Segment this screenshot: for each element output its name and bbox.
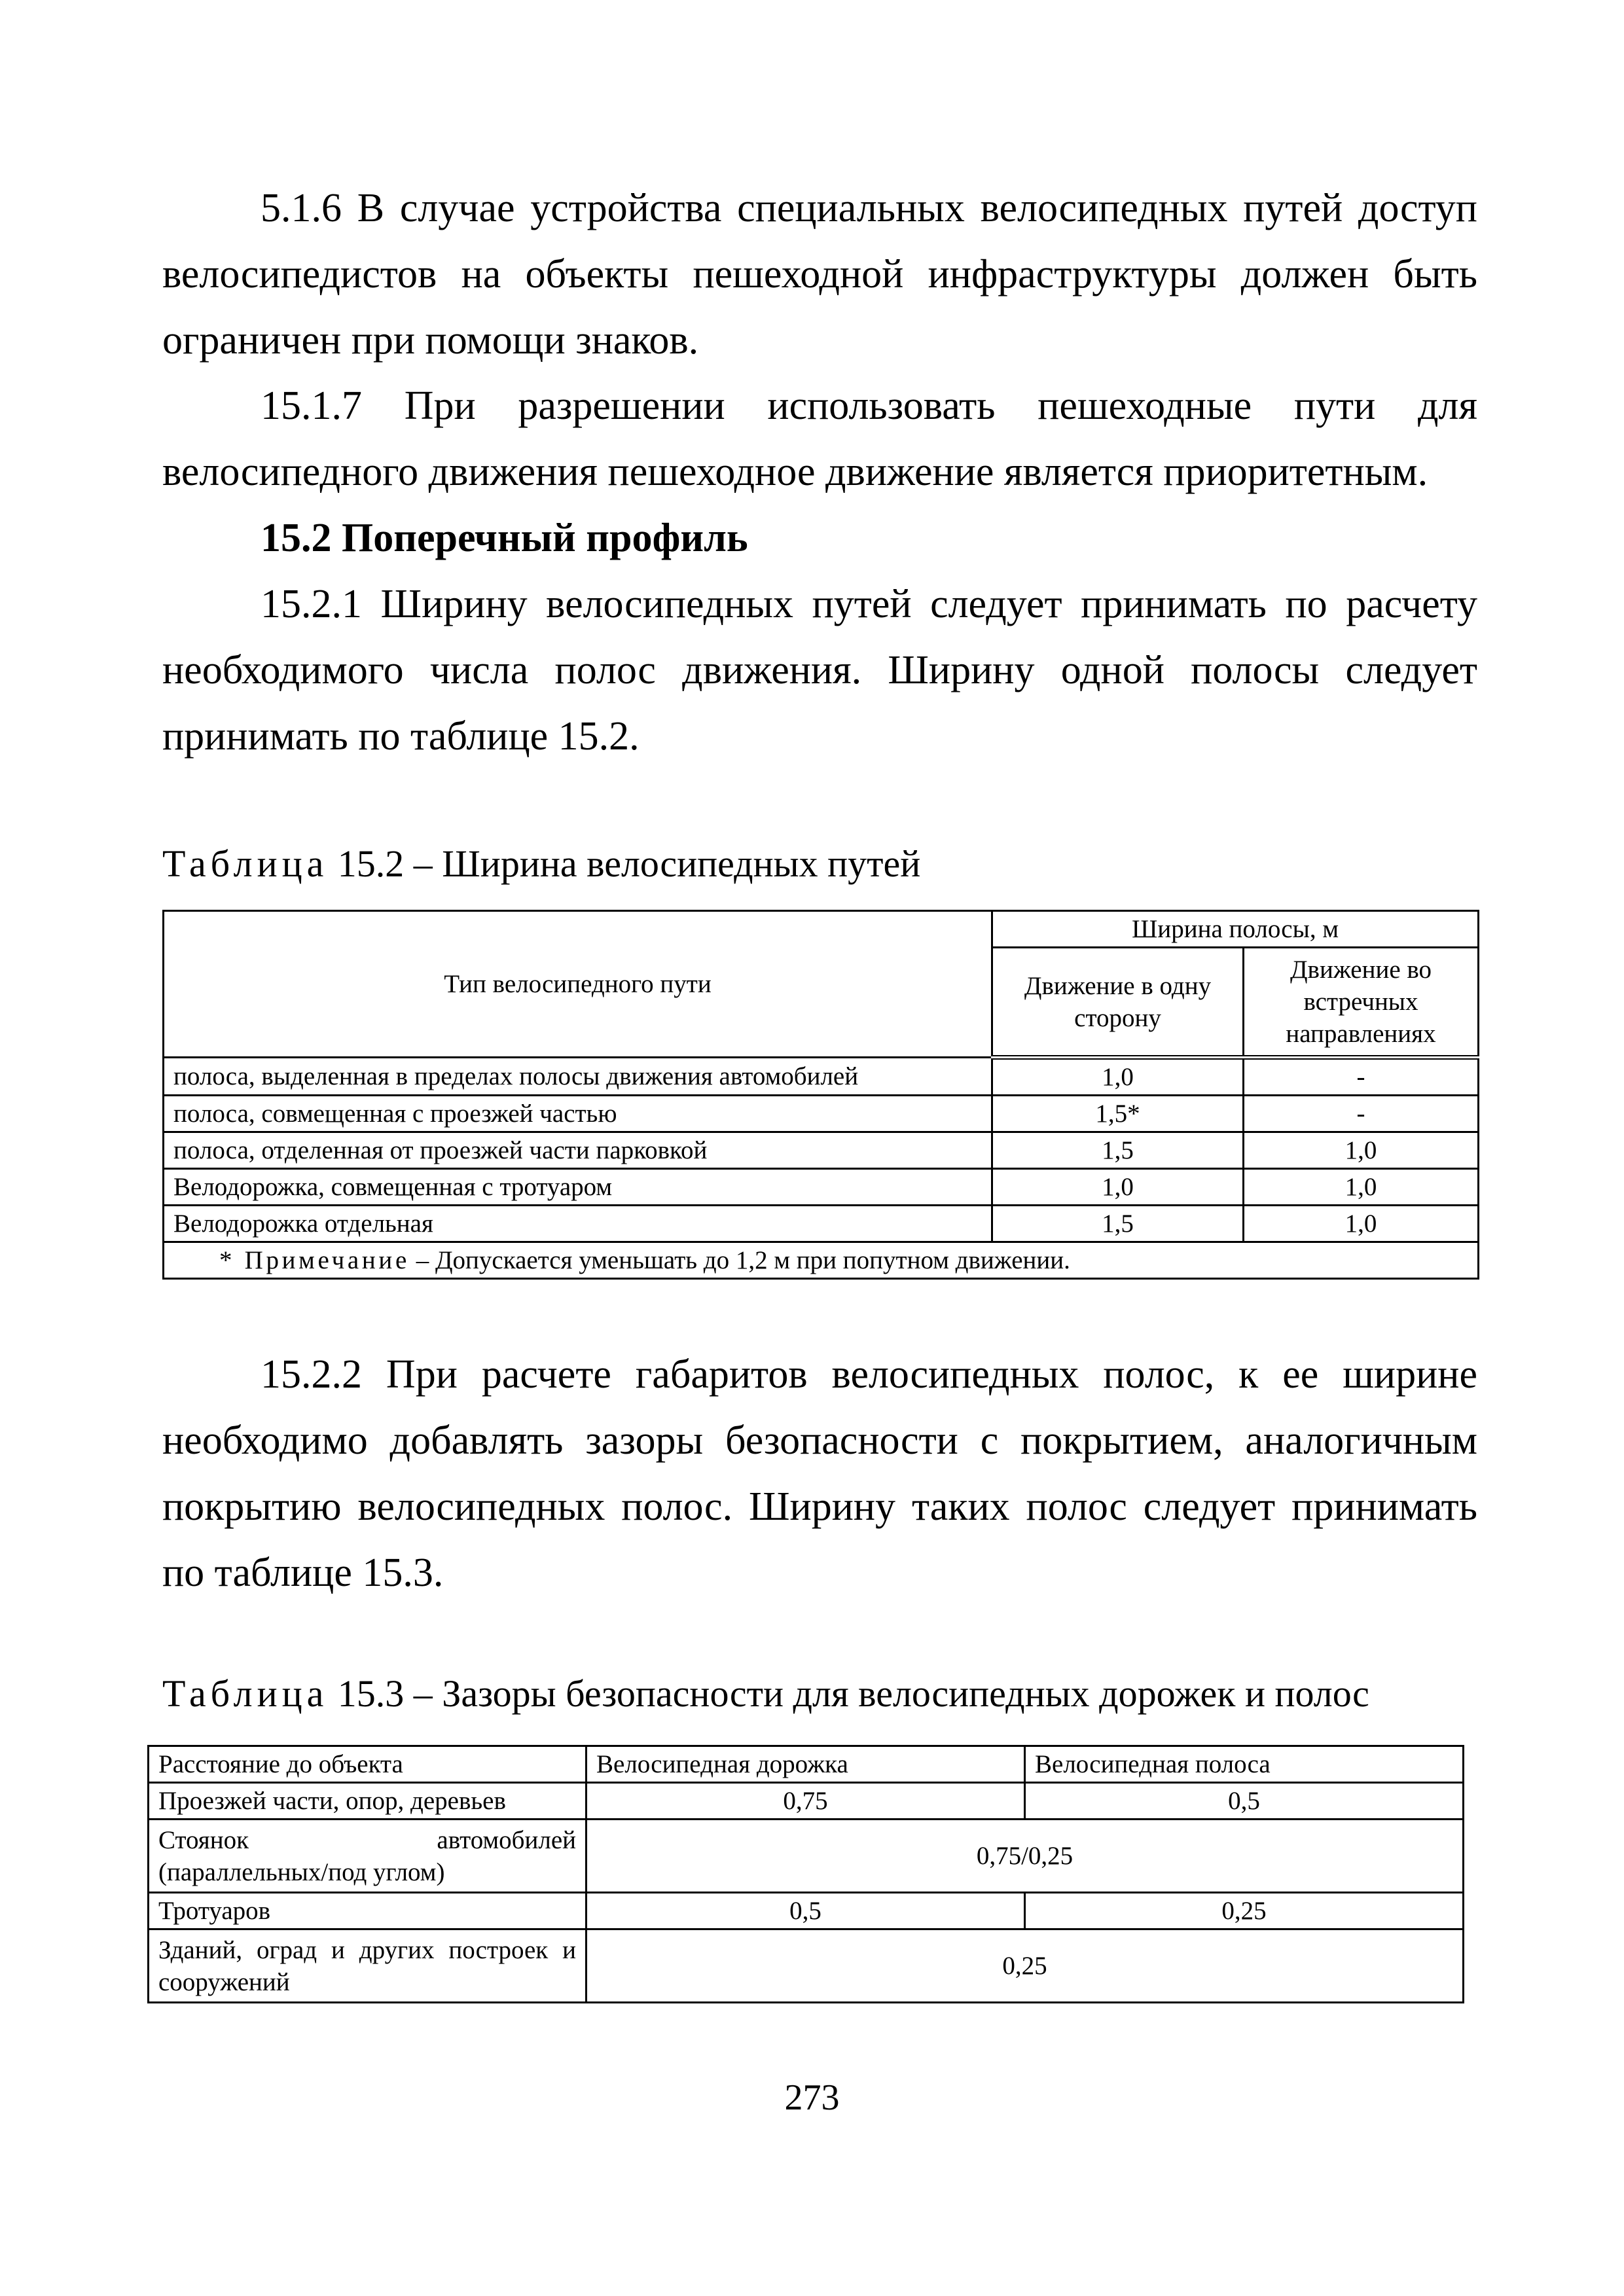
object-cell xyxy=(149,1820,586,1893)
note-prefix: * Примечание xyxy=(219,1246,410,1274)
path-type-cell: полоса, совмещенная с проезжей частью xyxy=(164,1096,992,1132)
header-one-way: Движение в одну сторону xyxy=(992,948,1244,1058)
table-15-2 xyxy=(162,910,1479,1280)
two-way-value: - xyxy=(1244,1096,1479,1132)
table-row xyxy=(149,1893,1464,1929)
object-line-2: (параллельных/под углом) xyxy=(158,1857,445,1886)
object-line-1: Стоянок автомобилей xyxy=(158,1825,576,1854)
path-type-cell: полоса, отделенная от проезжей части парковкой xyxy=(164,1132,992,1169)
object-cell: Зданий, оград и других построек и сооружений xyxy=(149,1929,586,2003)
bicycle-lane-value: 0,5 xyxy=(1025,1783,1464,1820)
table-15-2-header-row xyxy=(164,911,1479,948)
header-lane-width: Ширина полосы, м xyxy=(992,911,1479,948)
one-way-value: 1,0 xyxy=(992,1169,1244,1206)
paragraph-5-1-6: 5.1.6 В случае устройства специальных велосипедных путей доступ велосипедистов на объекты пешеходной инфраструктуры должен быть ограничен при помощи знаков. xyxy=(162,186,1477,363)
table-15-2-caption-prefix: Таблица xyxy=(162,842,329,885)
merged-value: 0,75/0,25 xyxy=(586,1820,1464,1893)
table-row xyxy=(164,1132,1479,1169)
one-way-value: 1,5 xyxy=(992,1132,1244,1169)
header-path-type: Тип велосипедного пути xyxy=(164,911,992,1058)
bicycle-lane-value: 0,25 xyxy=(1025,1893,1464,1929)
header-bicycle-path: Велосипедная дорожка xyxy=(586,1746,1025,1783)
bicycle-path-value: 0,5 xyxy=(586,1893,1025,1929)
table-15-3-caption-prefix: Таблица xyxy=(162,1672,329,1715)
paragraph-15-2-1: 15.2.1 Ширину велосипедных путей следует принимать по расчету необходимого числа полос движения. Ширину одной полосы следует принимать по таблице 15.2. xyxy=(162,582,1477,759)
one-way-value: 1,0 xyxy=(992,1058,1244,1096)
table-15-2-caption-text: 15.2 – Ширина велосипедных путей xyxy=(328,842,921,885)
bicycle-path-value: 0,75 xyxy=(586,1783,1025,1820)
section-heading-15-2: 15.2 Поперечный профиль xyxy=(261,516,748,560)
note-text: – Допускается уменьшать до 1,2 м при попутном движении. xyxy=(409,1246,1070,1274)
table-15-2-note xyxy=(164,1242,1479,1279)
header-bicycle-lane: Велосипедная полоса xyxy=(1025,1746,1464,1783)
table-row xyxy=(164,1169,1479,1206)
path-type-cell: Велодорожка отдельная xyxy=(164,1206,992,1242)
table-15-3-caption-text: 15.3 – Зазоры безопасности для велосипедных дорожек и полос xyxy=(328,1672,1369,1715)
object-cell: Тротуаров xyxy=(149,1893,586,1929)
two-way-value: - xyxy=(1244,1058,1479,1096)
table-15-3-header-row xyxy=(149,1746,1464,1783)
header-distance-to-object: Расстояние до объекта xyxy=(149,1746,586,1783)
table-15-2-note-row xyxy=(164,1242,1479,1279)
table-row xyxy=(149,1783,1464,1820)
path-type-cell: Велодорожка, совмещенная с тротуаром xyxy=(164,1169,992,1206)
one-way-value: 1,5 xyxy=(992,1206,1244,1242)
table-row xyxy=(149,1820,1464,1893)
one-way-value: 1,5* xyxy=(992,1096,1244,1132)
merged-value: 0,25 xyxy=(586,1929,1464,2003)
page-number: 273 xyxy=(784,2077,840,2118)
table-row xyxy=(164,1206,1479,1242)
table-row xyxy=(149,1929,1464,2003)
path-type-cell: полоса, выделенная в пределах полосы движения автомобилей xyxy=(164,1058,992,1096)
table-15-3-caption xyxy=(162,1671,1369,1717)
header-two-way: Движение во встречных направлениях xyxy=(1244,948,1479,1058)
table-row xyxy=(164,1058,1479,1096)
object-cell: Проезжей части, опор, деревьев xyxy=(149,1783,586,1820)
two-way-value: 1,0 xyxy=(1244,1169,1479,1206)
table-15-2-caption xyxy=(162,841,920,887)
table-15-3 xyxy=(147,1745,1464,2003)
paragraph-15-1-7: 15.1.7 При разрешении использовать пешеходные пути для велосипедного движения пешеходное движение является приоритетным. xyxy=(162,384,1477,494)
two-way-value: 1,0 xyxy=(1244,1206,1479,1242)
table-row xyxy=(164,1096,1479,1132)
two-way-value: 1,0 xyxy=(1244,1132,1479,1169)
paragraph-15-2-2: 15.2.2 При расчете габаритов велосипедных полос, к ее ширине необходимо добавлять зазоры безопасности с покрытием, аналогичным покрытию велосипедных полос. Ширину таких полос следует принимать по таблице 15.3. xyxy=(162,1352,1477,1595)
